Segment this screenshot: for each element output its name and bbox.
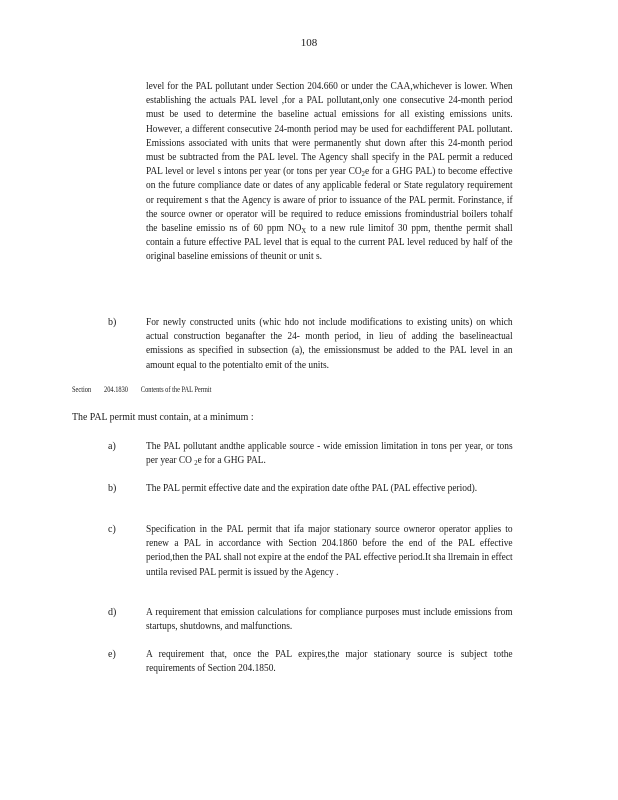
section-heading (72, 385, 224, 394)
continuation-text-3: to a new rule limitof 30 ppm, thenthe permit shall contain a future effective PAL level that is equal to the current PAL level reduced by half of the original baseline emissions of theunit or unit s. (146, 223, 513, 263)
item-marker: b) (108, 483, 117, 494)
subscript-x: X (301, 227, 307, 236)
intro-text: The PAL permit must contain, at a minimum : (72, 412, 254, 423)
continuation-text-1: level for the PAL pollutant under Section 204.660 or under the CAA,whichever is lower. When establishing the actuals PAL level ,for a PAL pollutant,only one consecutive 24-month period must be used to determine the baseline actual emissions for all existing emissions units. However, a different consecutive 24-month period may be used for eachdifferent PAL pollutant. Emissions associated with units that were permanently shut down after this 24-month period must be subtracted from the PAL level. The Agency shall specify in the PAL permit a reduced PAL level or level s intons per year (or tons per year CO (146, 81, 513, 178)
item-marker: e) (108, 649, 116, 660)
item-marker: d) (108, 607, 117, 618)
list-item-text: The PAL permit effective date and the expiration date ofthe PAL (PAL effective period). (146, 483, 478, 494)
section-number: 204.1830 (104, 385, 128, 394)
continuation-text-2: e for a GHG PAL) to become effective on the future compliance date or dates of any applicable federal or State regulatory requirement or requirement s that the Agency is aware of prior to issuance of the PAL permit. Forinstance, if the source owner or operator will be required to reduce emissions fromindustrial boilers tohalf the baseline emissio ns of 60 ppm NO (146, 166, 513, 235)
list-item-text: For newly constructed units (whic hdo not include modifications to existing units) on which actual construction beganafter the 24- month period, in lieu of adding the baselineactual emissions as specified in subsection (a), the emissionsmust be added to the PAL level in an amount equal to the potentialto emit of the units. (146, 317, 513, 371)
section-title: Contents of the PAL Permit (140, 385, 212, 394)
item-a-text-2: e for a GHG PAL. (197, 455, 266, 467)
list-item-text: A requirement that emission calculations for compliance purposes must include emissions from startups, shutdowns, and malfunctions. (146, 607, 513, 633)
section-label: Section (72, 385, 92, 394)
continuation-paragraph (146, 80, 513, 265)
item-marker: a) (108, 441, 116, 452)
list-item-text: Specification in the PAL permit that ifa major stationary source owneror operator applies to renew a PAL in accordance with Section 204.1860 before the end of the PAL effective period,then the PAL shall not expire at the endof the PAL effective period.It sha llremain in effect untila revised PAL permit is issued by the Agency . (146, 524, 513, 578)
item-marker: b) (108, 317, 117, 328)
page-number: 108 (300, 37, 318, 49)
item-marker: c) (108, 524, 116, 535)
list-item-text: A requirement that, once the PAL expires,the major stationary source is subject tothe requirements of Section 204.1850. (146, 649, 513, 675)
item-a-text-1: The PAL pollutant andthe applicable source - wide emission limitation in tons per year, or tons per year CO (146, 441, 513, 467)
subscript-2: 2 (361, 170, 365, 179)
list-item-text (146, 440, 513, 468)
subscript-2: 2 (194, 459, 198, 468)
